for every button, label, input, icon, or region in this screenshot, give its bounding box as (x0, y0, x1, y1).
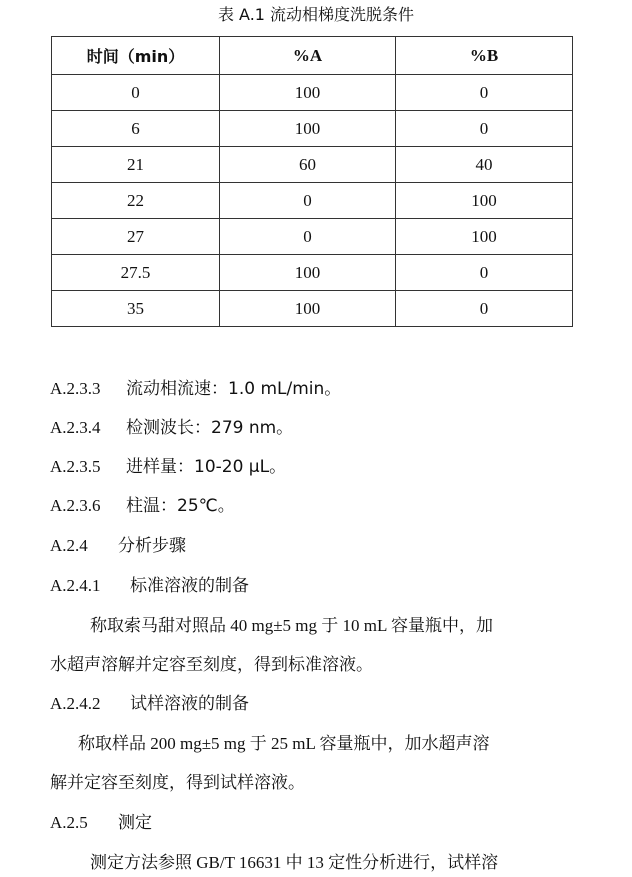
table-header-row (52, 37, 573, 75)
section-analysis-steps (50, 534, 186, 558)
section-text: 试样溶液的制备 (130, 694, 249, 714)
cell-time: 0 (52, 75, 220, 111)
section-number: A.2.4.1 (50, 576, 101, 595)
section-flow-rate (50, 377, 341, 401)
section-number: A.2.4 (50, 536, 88, 555)
table-caption: 表 A.1 流动相梯度洗脱条件 (217, 5, 415, 24)
table-row (52, 219, 573, 255)
section-number: A.2.3.5 (50, 457, 101, 476)
table-row (52, 183, 573, 219)
section-text: 分析步骤 (118, 536, 186, 556)
table-row (52, 147, 573, 183)
section-text: 检测波长：279 nm。 (126, 418, 294, 438)
cell-time: 21 (52, 147, 220, 183)
section-number: A.2.3.4 (50, 418, 101, 437)
header-percent-a: %A (220, 37, 396, 75)
paragraph-line: 测定方法参照 GB/T 16631 中 13 定性分析进行，试样溶 (90, 853, 499, 872)
section-number: A.2.5 (50, 813, 88, 832)
cell-time: 27 (52, 219, 220, 255)
paragraph-line: 称取样品 200 mg±5 mg 于 25 mL 容量瓶中，加水超声溶 (78, 734, 490, 753)
table-row (52, 75, 573, 111)
cell-percent-b: 100 (396, 183, 573, 219)
cell-percent-a: 0 (220, 219, 396, 255)
cell-time: 35 (52, 291, 220, 327)
cell-percent-b: 0 (396, 255, 573, 291)
paragraph-line: 解并定容至刻度，得到试样溶液。 (50, 773, 305, 792)
section-injection-volume (50, 455, 286, 479)
section-sample-solution (50, 692, 249, 716)
section-text: 标准溶液的制备 (130, 576, 249, 596)
cell-percent-a: 100 (220, 291, 396, 327)
header-percent-b: %B (396, 37, 573, 75)
table-row (52, 111, 573, 147)
section-column-temperature (50, 494, 235, 518)
table-row (52, 255, 573, 291)
cell-percent-b: 0 (396, 75, 573, 111)
section-number: A.2.4.2 (50, 694, 101, 713)
section-standard-solution (50, 574, 249, 598)
cell-percent-a: 60 (220, 147, 396, 183)
paragraph-line: 称取索马甜对照品 40 mg±5 mg 于 10 mL 容量瓶中，加 (90, 616, 494, 635)
cell-percent-a: 0 (220, 183, 396, 219)
cell-time: 22 (52, 183, 220, 219)
header-time: 时间（min） (52, 37, 220, 75)
section-number: A.2.3.3 (50, 379, 101, 398)
cell-percent-b: 0 (396, 111, 573, 147)
section-number: A.2.3.6 (50, 496, 101, 515)
cell-percent-b: 40 (396, 147, 573, 183)
paragraph-line: 水超声溶解并定容至刻度，得到标准溶液。 (50, 655, 373, 674)
cell-percent-a: 100 (220, 255, 396, 291)
gradient-elution-table (51, 36, 573, 327)
table-row (52, 291, 573, 327)
cell-percent-b: 0 (396, 291, 573, 327)
cell-percent-b: 100 (396, 219, 573, 255)
cell-percent-a: 100 (220, 111, 396, 147)
section-text: 流动相流速：1.0 mL/min。 (126, 379, 342, 399)
cell-time: 6 (52, 111, 220, 147)
cell-time: 27.5 (52, 255, 220, 291)
section-wavelength (50, 416, 293, 440)
section-text: 柱温：25℃。 (126, 496, 235, 516)
section-text: 测定 (118, 813, 152, 833)
section-determination (50, 811, 152, 835)
section-text: 进样量：10-20 μL。 (126, 457, 287, 477)
cell-percent-a: 100 (220, 75, 396, 111)
